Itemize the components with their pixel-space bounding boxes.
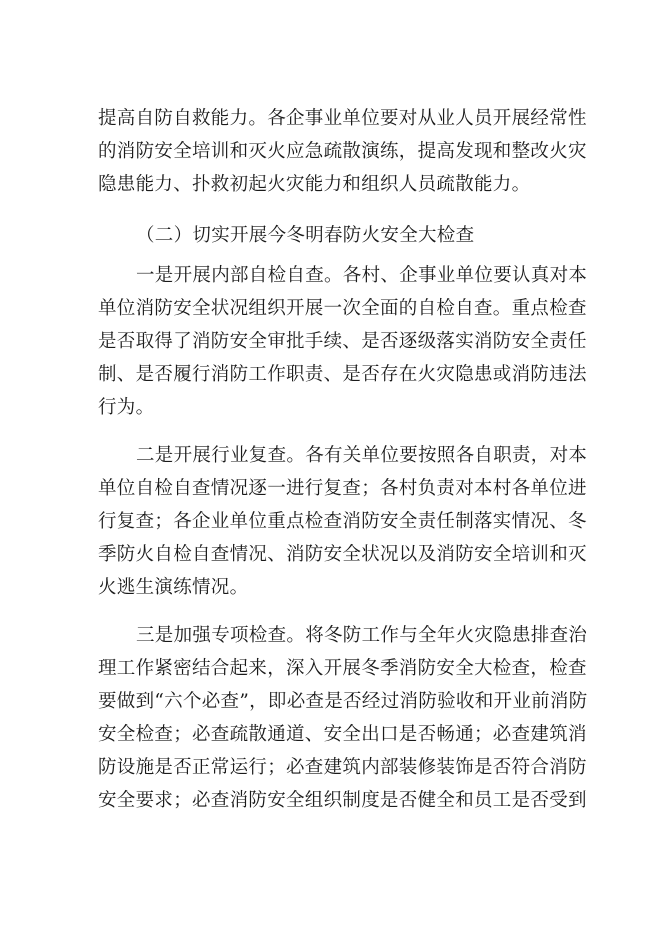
text-line: 隐患能力、扑救初起火灾能力和组织人员疏散能力。 xyxy=(98,174,531,195)
text-line: 一是开展内部自检自查。各村、企事业单位要认真对本 xyxy=(136,265,588,286)
section-heading xyxy=(98,224,570,257)
text-line: 安全检查；必查疏散通道、安全出口是否畅通；必查建筑消 xyxy=(98,724,587,745)
paragraph-special-inspection xyxy=(98,624,588,822)
text-line: 季防火自检自查情况、消防安全状况以及消防安全培训和灭 xyxy=(98,544,587,565)
text-line: 要做到“六个必查”，即必查是否经过消防验收和开业前消防 xyxy=(98,691,588,712)
text-line: 是否取得了消防安全审批手续、是否逐级落实消防安全责任 xyxy=(98,331,587,352)
heading-line: （二）切实开展今冬明春防火安全大检查 xyxy=(136,225,475,246)
text-line: 防设施是否正常运行；必查建筑内部装修装饰是否符合消防 xyxy=(98,757,587,778)
text-line: 二是开展行业复查。各有关单位要按照各自职责，对本 xyxy=(136,445,588,466)
paragraph-continuation xyxy=(98,107,587,206)
text-line: 三是加强专项检查。将冬防工作与全年火灾隐患排查治 xyxy=(136,625,588,646)
text-line: 安全要求；必查消防安全组织制度是否健全和员工是否受到 xyxy=(98,790,587,811)
text-line: 提高自防自救能力。各企事业单位要对从业人员开展经常性 xyxy=(98,108,587,129)
text-line: 行复查；各企业单位重点检查消防安全责任制落实情况、冬 xyxy=(98,511,587,532)
text-line: 理工作紧密结合起来，深入开展冬季消防安全大检查，检查 xyxy=(98,658,587,679)
text-line: 行为。 xyxy=(98,397,155,418)
text-line: 的消防安全培训和灭火应急疏散演练，提高发现和整改火灾 xyxy=(98,141,587,162)
paragraph-industry-review xyxy=(98,444,588,609)
paragraph-self-inspection xyxy=(98,264,588,429)
text-line: 单位消防安全状况组织开展一次全面的自检自查。重点检查 xyxy=(98,298,587,319)
text-line: 制、是否履行消防工作职责、是否存在火灾隐患或消防违法 xyxy=(98,364,587,385)
text-line: 单位自检自查情况逐一进行复查；各村负责对本村各单位进 xyxy=(98,478,587,499)
text-line: 火逃生演练情况。 xyxy=(98,577,249,598)
